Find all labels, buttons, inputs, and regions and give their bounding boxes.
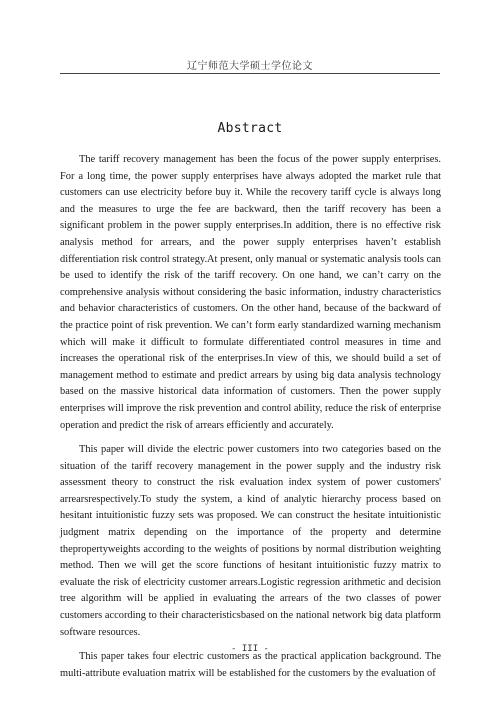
abstract-paragraph-2: This paper will divide the electric power customers into two categories based on the situation of the tariff recovery management in the power supply and the industry risk assessment theory to construct the risk evaluation index system of power customers' arrearsrespectively.To study the system, a kind of analytic hierarchy process based on hesitant intuitionistic fuzzy sets was proposed. We can construct the hesitate intuitionistic judgment matrix depending on the importance of the property and determine thepropertyweights according to the weights of positions by normal distribution weighting method. Then we will get the score functions of hesitant intuitionistic fuzzy matrix to evaluate the risk of electricity customer arrears.Logistic regression arithmetic and decision tree algorithm will be applied in evaluating the arrears of the two classes of power customers according to their characteristicsbased on the national network big data platform software resources. [60, 444, 441, 638]
running-header: 辽宁师范大学硕士学位论文 [187, 61, 313, 72]
page-number: - III - [231, 644, 269, 654]
header-rule [60, 73, 440, 74]
abstract-paragraph-1: The tariff recovery management has been the focus of the power supply enterprises. For a long time, the power supply enterprises have always adopted the market rule that customers can use electricity before buy it. While the recovery tariff cycle is always long and the measures to urge the fee are backward, then the tariff recovery has been a significant problem in the power supply enterprises.In addition, there is no effective risk analysis method for arrears, and the power supply enterprises haven’t establish differentiation risk control strategy.At present, only manual or systematic analysis tools can be used to identify the risk of the tariff recovery. On one hand, we can’t carry on the comprehensive analysis without considering the basic information, industry characteristics and behavior characteristics of customers. On the other hand, because of the backward of the practice point of risk prevention. We can’t form early standardized warning mechanism which will make it difficult to formulate differentiated control measures in time and increases the operational risk of the enterprises.In view of this, we should build a set of management method to estimate and predict arrears by using big data analysis technology based on the massive historical data information of customers. Then the power supply enterprises will improve the risk prevention and control ability, reduce the risk of enterprise operation and predict the risk of arrears efficiently and accurately. [60, 154, 441, 431]
abstract-paragraph-3: This paper takes four electric customers as the practical application background. The multi-attribute evaluation matrix will be established for the customers by the evaluation of [60, 651, 441, 679]
abstract-title: Abstract [217, 121, 283, 136]
abstract-body [60, 152, 441, 690]
